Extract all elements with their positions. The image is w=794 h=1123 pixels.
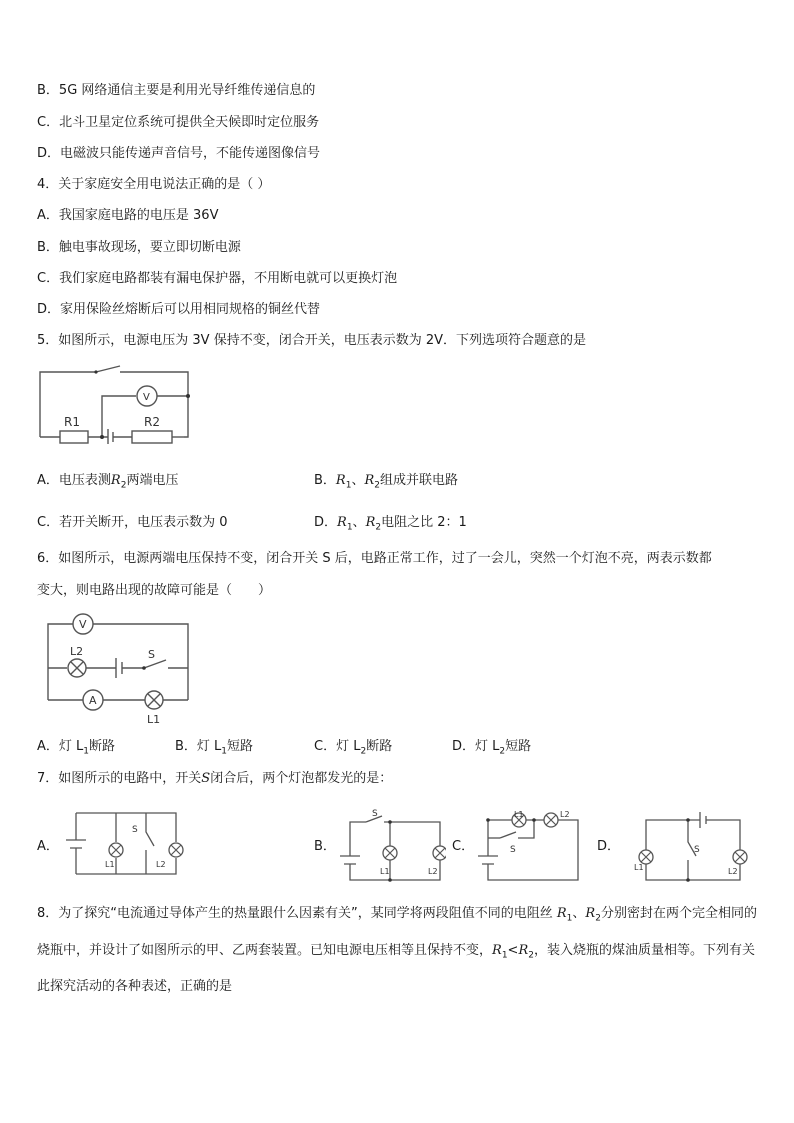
q6-stem-line2: 变大，则电路出现的故障可能是（ ） <box>37 583 272 598</box>
q7-circuit-b <box>336 808 446 884</box>
svg-text:L2: L2 <box>728 867 738 876</box>
svg-text:S: S <box>510 845 516 855</box>
r2-label: R2 <box>144 415 160 429</box>
q6-option-c: C．灯 $L_2$断路 <box>314 739 393 757</box>
q4-option-d: D．家用保险丝熔断后可以用相同规格的铜丝代替 <box>37 302 321 317</box>
q6-ammeter-label: A <box>89 694 97 707</box>
voltmeter-label: V <box>143 392 150 403</box>
q4-stem: 4．关于家庭安全用电说法正确的是（ ） <box>37 177 271 192</box>
q7-circuit-d <box>634 808 750 884</box>
svg-text:L1: L1 <box>634 863 644 872</box>
q6-option-a: A．灯 $L_1$断路 <box>37 739 116 757</box>
q6-l2-label: L2 <box>70 645 84 658</box>
svg-text:L2: L2 <box>156 860 166 869</box>
q7-label-d: D． <box>597 839 621 854</box>
q7-label-a: A． <box>37 839 59 854</box>
q3-option-d: D．电磁波只能传递声音信号，不能传递图像信号 <box>37 146 321 161</box>
q7-stem: 7．如图所示的电路中，开关S闭合后，两个灯泡都发光的是： <box>37 771 393 786</box>
q7-label-c: C． <box>452 839 475 854</box>
q7-label-b: B． <box>314 839 336 854</box>
q3-option-b: B．5G 网络通信主要是利用光导纤维传递信息的 <box>37 83 316 98</box>
q5-option-d: D．$R_1$、$R_2$电阻之比 2：1 <box>314 515 467 533</box>
svg-text:L2: L2 <box>428 867 438 876</box>
q3-option-c: C．北斗卫星定位系统可提供全天候即时定位服务 <box>37 115 320 130</box>
svg-text:L1: L1 <box>514 810 524 819</box>
q6-switch-label: S <box>148 648 155 661</box>
svg-text:S: S <box>694 845 700 855</box>
q6-stem-line1: 6．如图所示，电源两端电压保持不变，闭合开关 S 后，电路正常工作，过了一会儿，突然一个灯泡不亮，两表示数都 <box>37 551 712 566</box>
q6-option-d: D．灯 $L_2$短路 <box>452 739 532 757</box>
q4-option-a: A．我国家庭电路的电压是 36V <box>37 208 219 223</box>
q5-option-a: A．电压表测$R_2$两端电压 <box>37 473 179 491</box>
q4-option-b: B．触电事故现场，要立即切断电源 <box>37 240 241 255</box>
q8-stem: 8．为了探究“电流通过导体产生的热量跟什么因素有关”，某同学将两段阻值不同的电阻丝 $R_1$、$R_2$分别密封在两个完全相同的烧瓶中，并设计了如图所示的甲、乙两套装置。已知电源电压相等且保持不变，$R_1<R_2$，装入烧瓶的煤油质量相等。下列有关此探究活动的各种表述，正确的是 <box>37 906 757 995</box>
q5-option-b: B．$R_1$、$R_2$组成并联电路 <box>314 473 459 491</box>
q5-stem: 5．如图所示，电源电压为 3V 保持不变，闭合开关，电压表示数为 2V．下列选项符合题意的是 <box>37 333 586 348</box>
q6-circuit-diagram <box>40 610 196 728</box>
svg-text:L2: L2 <box>560 810 570 819</box>
svg-text:L1: L1 <box>105 860 115 869</box>
q7-circuit-a <box>62 810 184 878</box>
r1-label: R1 <box>64 415 80 429</box>
q4-option-c: C．我们家庭电路都装有漏电保护器，不用断电就可以更换灯泡 <box>37 271 398 286</box>
q7-circuit-c <box>474 808 582 884</box>
q6-voltmeter-label: V <box>79 618 87 631</box>
q5-option-c: C．若开关断开，电压表示数为 0 <box>37 515 228 530</box>
svg-text:S: S <box>372 809 378 819</box>
q6-option-b: B．灯 $L_1$短路 <box>175 739 254 757</box>
svg-text:S: S <box>132 825 138 835</box>
svg-text:L1: L1 <box>380 867 390 876</box>
q5-circuit-diagram <box>36 362 194 444</box>
q6-l1-label: L1 <box>147 713 161 726</box>
